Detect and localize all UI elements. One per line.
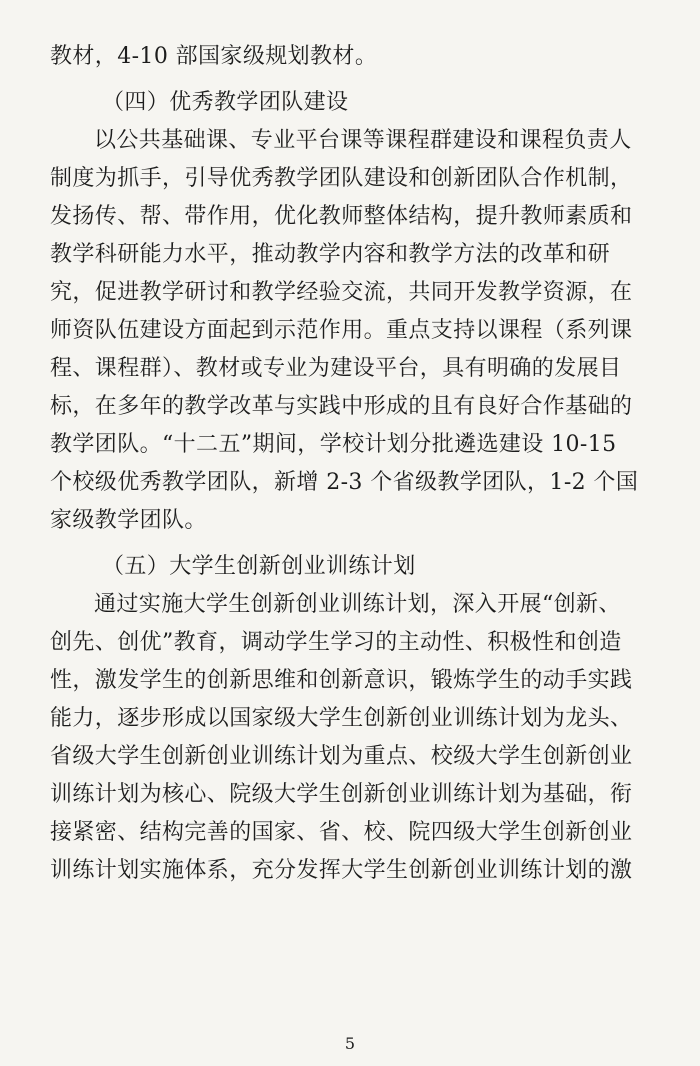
paragraph-line: 通过实施大学生创新创业训练计划，深入开展“创新、 <box>94 592 621 617</box>
section-heading-5: （五）大学生创新创业训练计划 <box>102 554 416 579</box>
paragraph-line: 程、课程群）、教材或专业为建设平台，具有明确的发展目 <box>50 356 622 381</box>
paragraph-line: 教学科研能力水平，推动教学内容和教学方法的改革和研 <box>50 242 611 267</box>
paragraph-line: 标，在多年的教学改革与实践中形成的且有良好合作基础的 <box>50 394 633 419</box>
paragraph-line: 创先、创优”教育，调动学生学习的主动性、积极性和创造 <box>50 630 622 655</box>
paragraph-line: 性，激发学生的创新思维和创新意识，锻炼学生的动手实践 <box>50 668 633 693</box>
section-heading-4: （四）优秀教学团队建设 <box>102 90 349 115</box>
paragraph-line: 家级教学团队。 <box>50 508 207 533</box>
paragraph-line: 制度为抓手，引导优秀教学团队建设和创新团队合作机制， <box>50 166 633 191</box>
section-5-body <box>50 586 652 890</box>
paragraph-line: 以公共基础课、专业平台课等课程群建设和课程负责人 <box>94 128 632 153</box>
paragraph-line: 个校级优秀教学团队，新增 2-3 个省级教学团队，1-2 个国 <box>50 470 639 495</box>
paragraph-line: 发扬传、帮、带作用，优化教师整体结构，提升教师素质和 <box>50 204 633 229</box>
paragraph-line: 训练计划为核心、院级大学生创新创业训练计划为基础，衔 <box>50 782 633 807</box>
paragraph-line: 能力，逐步形成以国家级大学生创新创业训练计划为龙头、 <box>50 706 633 731</box>
paragraph-line: 教学团队。“十二五”期间，学校计划分批遴选建设 10-15 <box>50 432 617 457</box>
section-4-body <box>50 122 652 540</box>
paragraph-line: 究，促进教学研讨和教学经验交流，共同开发教学资源，在 <box>50 280 633 305</box>
paragraph-line: 省级大学生创新创业训练计划为重点、校级大学生创新创业 <box>50 744 633 769</box>
paragraph-line: 接紧密、结构完善的国家、省、校、院四级大学生创新创业 <box>50 820 633 845</box>
paragraph-line: 训练计划实施体系，充分发挥大学生创新创业训练计划的激 <box>50 858 633 883</box>
page-number: 5 <box>344 1034 356 1053</box>
paragraph-line: 教材，4-10 部国家级规划教材。 <box>50 44 378 69</box>
paragraph-line: 师资队伍建设方面起到示范作用。重点支持以课程（系列课 <box>50 318 633 343</box>
